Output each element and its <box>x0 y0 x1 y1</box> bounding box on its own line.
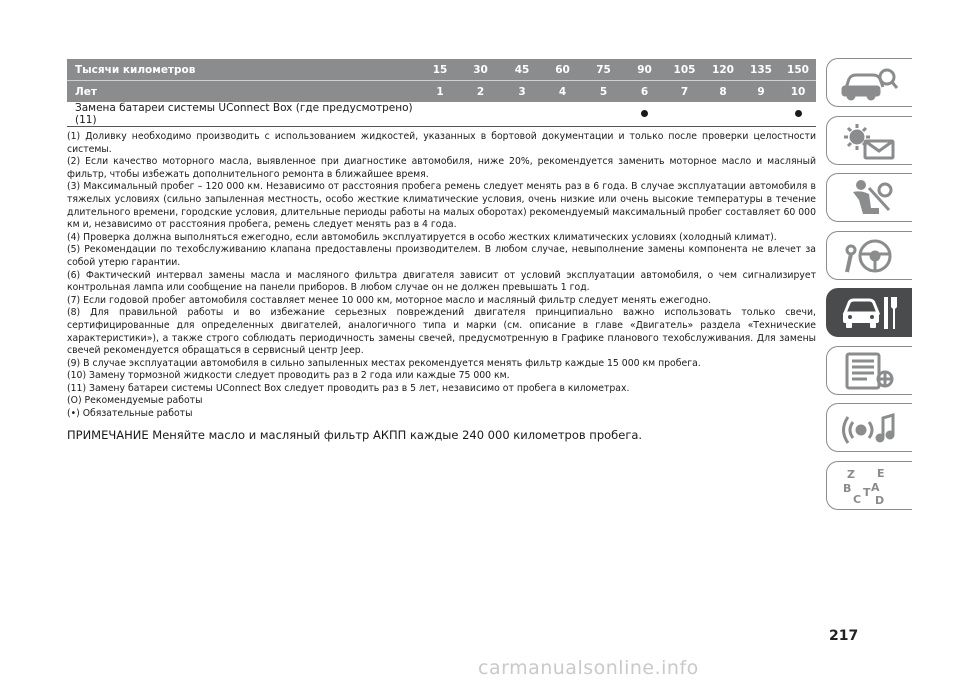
svg-text:A: A <box>871 480 880 494</box>
km-value: 120 <box>704 59 742 81</box>
row-mark <box>665 102 704 127</box>
row-mark <box>583 102 624 127</box>
km-value: 90 <box>624 59 665 81</box>
row-mark <box>421 102 459 127</box>
row-mark <box>704 102 742 127</box>
transmission-note: ПРИМЕЧАНИЕ Меняйте масло и масляный фильтр АКПП каждые 240 000 километров пробега. <box>67 427 643 442</box>
warning-light-mail-icon <box>839 121 901 161</box>
footnotes <box>67 131 816 421</box>
page-content <box>67 59 816 443</box>
table-row <box>67 102 816 127</box>
years-label: Лет <box>67 81 421 103</box>
svg-text:Z: Z <box>847 467 855 481</box>
row-mark <box>459 102 502 127</box>
seatbelt-person-icon <box>839 178 901 218</box>
row-mark <box>742 102 780 127</box>
maintenance-table <box>67 59 816 127</box>
footnote: (•) Обязательные работы <box>67 408 193 420</box>
tab-specifications[interactable] <box>826 346 912 395</box>
spec-list-icon <box>839 351 901 391</box>
chapter-tabs <box>826 58 914 518</box>
row-mark <box>502 102 542 127</box>
page-number: 217 <box>829 628 859 644</box>
km-value: 75 <box>583 59 624 81</box>
footnote: (О) Рекомендуемые работы <box>67 395 203 407</box>
row-label: Замена батареи системы UConnect Box (где предусмотрено) (11) <box>67 102 421 127</box>
km-label: Тысячи километров <box>67 59 421 81</box>
year-value: 2 <box>459 81 502 103</box>
footnote: (8) Для правильной работы и во избежание серьезных повреждений двигателя принципиально важно использовать только свечи, сертифицированные для определенных двигателей, аналогичного типа и марки (см. описание в главе «Двигатель» раздела «Технические характеристики»), а также строго соблюдать периодичность замены свечей, предусмотренную в Графике планового техобслуживания. Для замены свечей рекомендуется обращаться в сервисный центр Jeep. <box>67 307 816 357</box>
steering-wheel-wrench-icon <box>839 236 901 276</box>
row-mark <box>542 102 583 127</box>
year-value: 4 <box>542 81 583 103</box>
km-value: 30 <box>459 59 502 81</box>
svg-text:T: T <box>863 485 871 499</box>
row-mark <box>624 102 665 127</box>
year-value: 6 <box>624 81 665 103</box>
km-value: 15 <box>421 59 459 81</box>
multimedia-music-icon <box>839 408 901 448</box>
footnote: (1) Доливку необходимо производить с использованием жидкостей, указанных в бортовой документации и только после проверки целостности системы. <box>67 131 816 155</box>
tab-safety[interactable] <box>826 173 912 222</box>
svg-text:E: E <box>877 466 885 480</box>
footnote: (9) В случае эксплуатации автомобиля в сильно запыленных местах рекомендуется менять фильтр каждые 15 000 км пробега. <box>67 357 701 369</box>
year-value: 5 <box>583 81 624 103</box>
footnote: (5) Рекомендации по техобслуживанию клапана предоставлены производителем. В любом случае, невыполнение замены компонента не влечет за собой утерю гарантии. <box>67 244 816 268</box>
svg-text:C: C <box>853 492 862 506</box>
footnote: (7) Если годовой пробег автомобиля составляет менее 10 000 км, моторное масло и масляный фильтр следует менять ежегодно. <box>67 294 712 306</box>
tab-multimedia[interactable] <box>826 403 912 452</box>
year-value: 7 <box>665 81 704 103</box>
year-value: 1 <box>421 81 459 103</box>
car-search-icon <box>839 63 901 103</box>
year-value: 9 <box>742 81 780 103</box>
car-wrench-icon <box>839 293 901 333</box>
svg-text:D: D <box>875 493 885 506</box>
footnote: (10) Замену тормозной жидкости следует проводить раз в 2 года или каждые 75 000 км. <box>67 370 510 382</box>
year-value: 8 <box>704 81 742 103</box>
km-value: 45 <box>502 59 542 81</box>
years-header-row <box>67 81 816 103</box>
row-mark <box>780 102 816 127</box>
footnote: (2) Если качество моторного масла, выявленное при диагностике автомобиля, ниже 20%, рекомендуется заменить моторное масло и масляный фильтр, чтобы избежать дополнительного ремонта в ближайшее время. <box>67 156 816 180</box>
tab-starting-driving[interactable] <box>826 231 912 280</box>
footnote: (4) Проверка должна выполняться ежегодно, если автомобиль эксплуатируется в особо жестких климатических условиях (холодный климат). <box>67 231 777 243</box>
tab-index[interactable] <box>826 461 912 510</box>
year-value: 3 <box>502 81 542 103</box>
footnote: (6) Фактический интервал замены масла и масляного фильтра двигателя зависит от условий эксплуатации автомобиля, о чем сигнализирует контрольная лампа или сообщение на панели приборов. В любом случае он не должен превышать 1 год. <box>67 269 816 294</box>
footnote: (11) Замену батареи системы UConnect Box следует проводить раз в 5 лет, независимо от пробега в километрах. <box>67 382 630 394</box>
year-value: 10 <box>780 81 816 103</box>
km-value: 105 <box>665 59 704 81</box>
svg-text:B: B <box>843 481 852 495</box>
alphabet-index-icon <box>839 466 901 506</box>
footnote: (3) Максимальный пробег – 120 000 км. Независимо от расстояния пробега ремень следует менять раз в 6 года. В случае эксплуатации автомобиля в тяжелых условиях (сильно запыленная местность, особо жесткие климатические условия, очень низкие или очень высокие температуры в течение длительного времени, городские условия, длительные периоды работы на малых оборотах) рекомендуемый максимальный пробег составляет 60 000 км и, независимо от расстояния пробега, ремень следует менять раз в 4 года. <box>67 181 816 231</box>
km-value: 60 <box>542 59 583 81</box>
km-value: 150 <box>780 59 816 81</box>
tab-warnings[interactable] <box>826 116 912 165</box>
mandatory-dot <box>795 110 802 117</box>
mandatory-dot <box>641 110 648 117</box>
tab-servicing[interactable] <box>826 288 912 337</box>
km-value: 135 <box>742 59 780 81</box>
tab-dashboard[interactable] <box>826 58 912 107</box>
km-header-row <box>67 59 816 81</box>
watermark: carmanualsonline.info <box>478 657 699 679</box>
